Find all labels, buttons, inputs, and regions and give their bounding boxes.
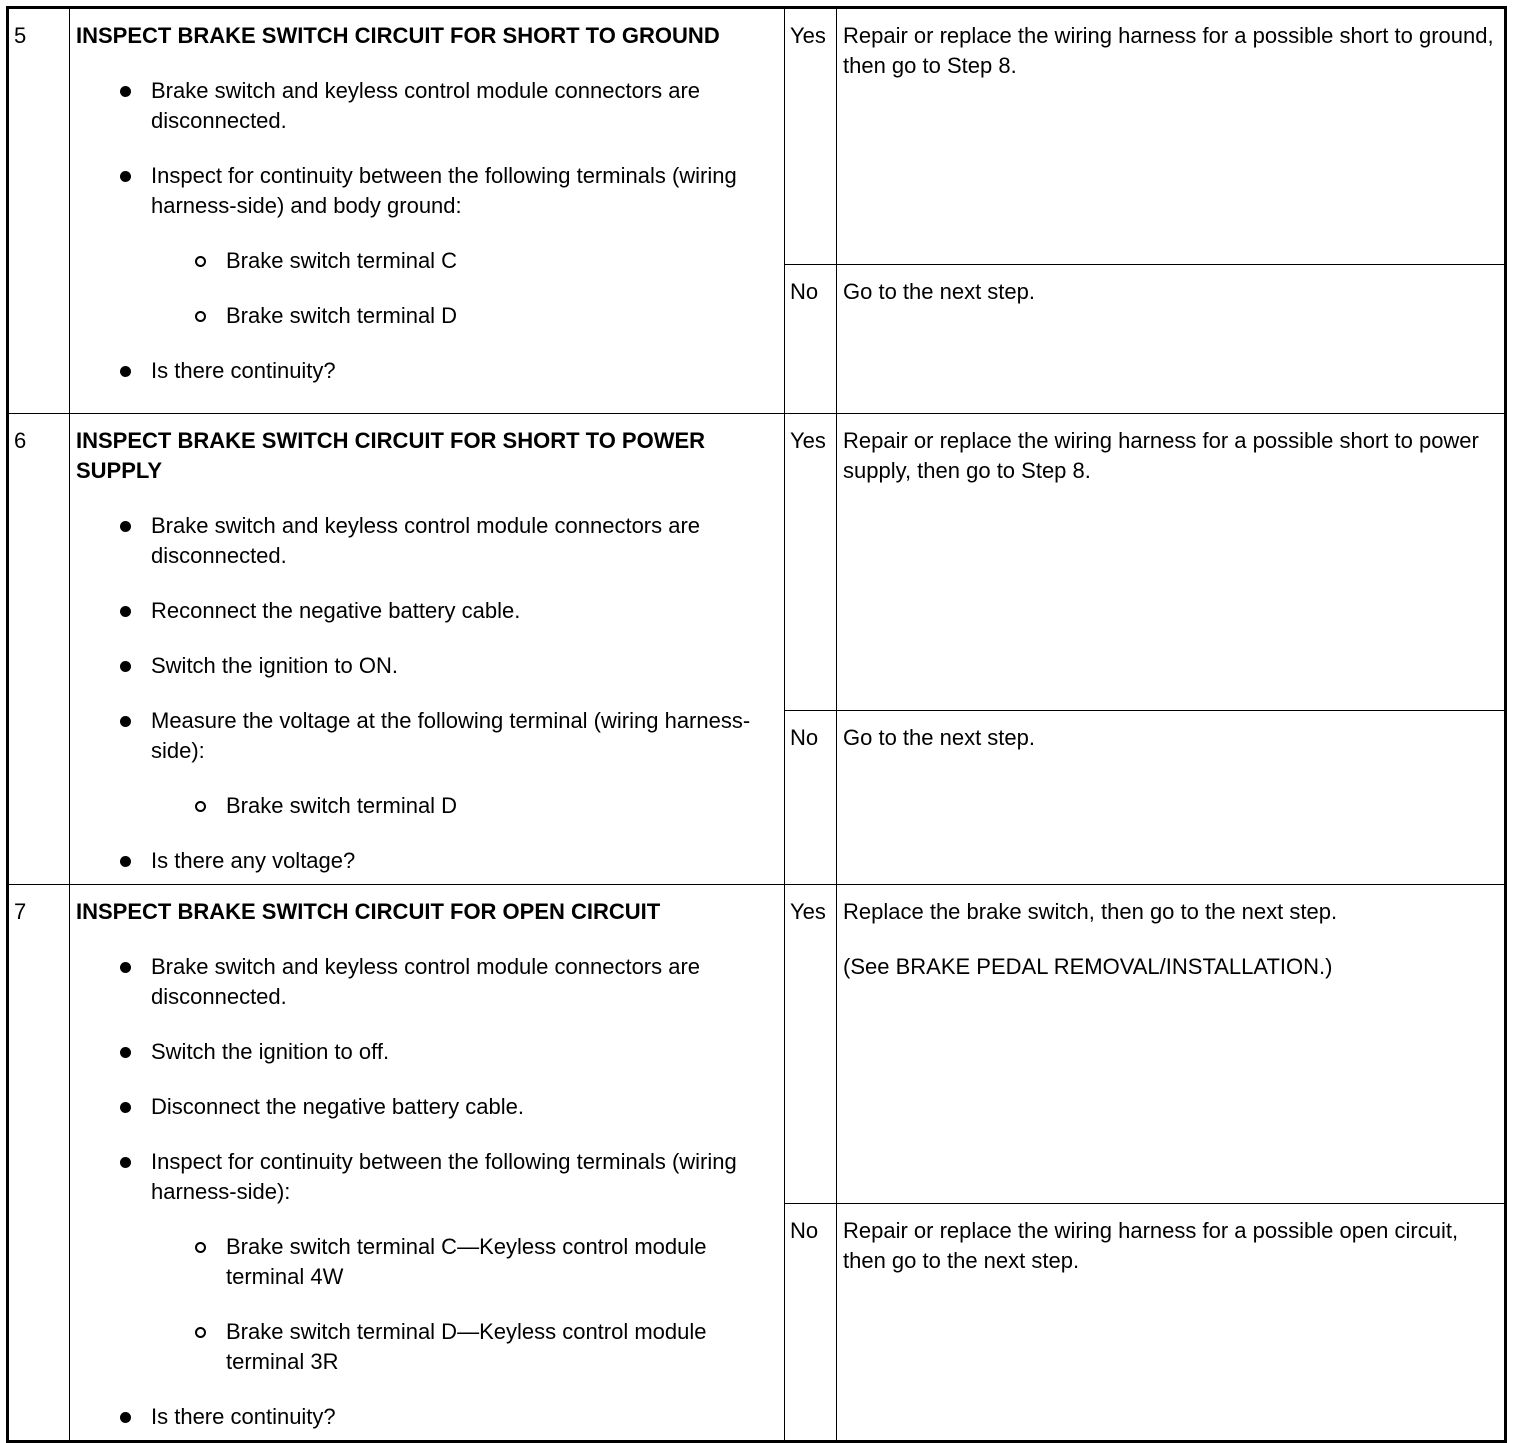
bullet-item [76,76,764,136]
yes-action [837,8,1506,265]
action-text: Go to the next step. [843,279,1036,304]
bullet-item [76,1402,764,1432]
bullet-item [76,596,764,626]
filled-bullet-icon [120,86,131,97]
bullet-text: Brake switch and keyless control module connectors are disconnected. [151,954,701,1009]
table-body [8,8,1506,1442]
bullet-item [76,161,764,221]
bullet-item [76,706,764,766]
inspection-cell [70,8,785,414]
inspection-cell [70,414,785,885]
hollow-bullet-icon [195,256,206,267]
bullet-text: Switch the ignition to off. [151,1039,390,1064]
step-number: 7 [8,885,70,1442]
hollow-bullet-icon [195,1327,206,1338]
inspection-title: INSPECT BRAKE SWITCH CIRCUIT FOR SHORT TO GROUND [76,23,720,48]
bullet-item [76,846,764,876]
bullet-text: Brake switch and keyless control module connectors are disconnected. [151,513,701,568]
bullet-text: Brake switch terminal D—Keyless control module terminal 3R [226,1319,707,1374]
sub-bullet-item [76,1317,764,1377]
bullet-item [76,651,764,681]
sub-bullet-item [76,1232,764,1292]
bullet-text: Brake switch terminal D [226,793,458,818]
step-number: 6 [8,414,70,885]
bullet-text: Brake switch terminal C [226,248,458,273]
bullet-text: Is there continuity? [151,1404,336,1429]
action-text: (See BRAKE PEDAL REMOVAL/INSTALLATION.) [843,954,1333,979]
filled-bullet-icon [120,716,131,727]
filled-bullet-icon [120,1157,131,1168]
bullet-text: Measure the voltage at the following terminal (wiring harness-side): [151,708,751,763]
bullet-text: Switch the ignition to ON. [151,653,399,678]
yes-label: Yes [785,885,837,1204]
bullet-text: Brake switch terminal D [226,303,458,328]
bullet-text: Brake switch terminal C—Keyless control module terminal 4W [226,1234,707,1289]
bullet-text: Inspect for continuity between the following terminals (wiring harness-side): [151,1149,737,1204]
filled-bullet-icon [120,1412,131,1423]
yes-label: Yes [785,8,837,265]
filled-bullet-icon [120,1102,131,1113]
sub-bullet-item [76,791,764,821]
bullet-item [76,356,764,386]
hollow-bullet-icon [195,801,206,812]
bullet-item [76,952,764,1012]
filled-bullet-icon [120,171,131,182]
bullet-text: Is there continuity? [151,358,336,383]
hollow-bullet-icon [195,1242,206,1253]
no-label: No [785,711,837,885]
action-text: Repair or replace the wiring harness for a possible short to power supply, then go to Step 8. [843,428,1479,483]
step-row-yes [8,8,1506,265]
bullet-item [76,511,764,571]
bullet-text: Disconnect the negative battery cable. [151,1094,525,1119]
action-text: Repair or replace the wiring harness for a possible open circuit, then go to the next step. [843,1218,1459,1274]
no-label: No [785,1204,837,1442]
inspection-cell [70,885,785,1442]
filled-bullet-icon [120,521,131,532]
bullet-text: Brake switch and keyless control module connectors are disconnected. [151,78,701,133]
yes-action [837,414,1506,711]
filled-bullet-icon [120,366,131,377]
no-action [837,1204,1506,1442]
sub-bullet-item [76,246,764,276]
bullet-item [76,1147,764,1207]
yes-label: Yes [785,414,837,711]
no-label: No [785,265,837,414]
step-row-yes [8,414,1506,711]
action-text: Repair or replace the wiring harness for a possible short to ground, then go to Step 8. [843,23,1494,78]
step-row-yes [8,885,1506,1204]
yes-action [837,885,1506,1204]
inspection-title: INSPECT BRAKE SWITCH CIRCUIT FOR OPEN CIRCUIT [76,899,661,924]
filled-bullet-icon [120,1047,131,1058]
no-action [837,711,1506,885]
bullet-text: Reconnect the negative battery cable. [151,598,521,623]
filled-bullet-icon [120,661,131,672]
hollow-bullet-icon [195,311,206,322]
bullet-text: Is there any voltage? [151,848,356,873]
filled-bullet-icon [120,962,131,973]
step-number: 5 [8,8,70,414]
bullet-item [76,1037,764,1067]
inspection-title: INSPECT BRAKE SWITCH CIRCUIT FOR SHORT TO POWER SUPPLY [76,428,706,483]
sub-bullet-item [76,301,764,331]
no-action [837,265,1506,414]
filled-bullet-icon [120,856,131,867]
action-text: Replace the brake switch, then go to the next step. [843,899,1338,924]
diagnostic-procedure-table [6,6,1507,1443]
bullet-item [76,1092,764,1122]
bullet-text: Inspect for continuity between the following terminals (wiring harness-side) and body ground: [151,163,737,218]
filled-bullet-icon [120,606,131,617]
action-text: Go to the next step. [843,725,1036,751]
